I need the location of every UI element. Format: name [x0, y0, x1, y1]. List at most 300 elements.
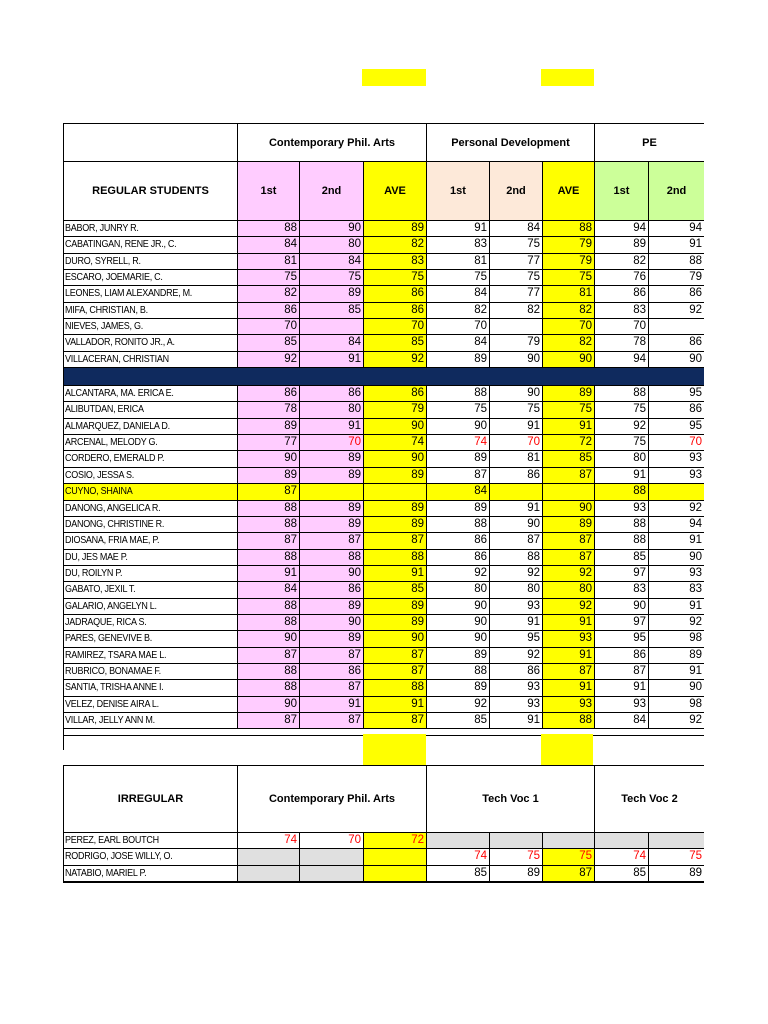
grade-cell[interactable]: 92 [490, 648, 543, 664]
grade-cell[interactable]: 88 [238, 550, 300, 566]
grade-cell[interactable]: 91 [364, 566, 427, 582]
grade-cell[interactable]: 70 [238, 319, 300, 335]
grade-cell[interactable]: 86 [238, 386, 300, 402]
grade-cell[interactable] [490, 484, 543, 500]
student-name-cell[interactable]: ARCENAL, MELODY G. [64, 435, 238, 451]
grade-cell[interactable]: 87 [238, 484, 300, 500]
grade-cell[interactable]: 74 [427, 435, 490, 451]
grade-cell[interactable]: 93 [490, 680, 543, 696]
grade-cell[interactable]: 75 [490, 402, 543, 418]
grade-cell[interactable]: 84 [490, 221, 543, 237]
grade-cell[interactable]: 91 [427, 221, 490, 237]
grade-cell[interactable] [543, 833, 595, 849]
grade-cell[interactable]: 90 [364, 419, 427, 435]
grade-cell[interactable]: 83 [595, 582, 649, 598]
grade-cell[interactable]: 86 [364, 386, 427, 402]
grade-cell[interactable]: 89 [300, 286, 364, 302]
grade-cell[interactable]: 80 [300, 402, 364, 418]
grade-cell[interactable]: 88 [364, 680, 427, 696]
student-name-cell[interactable]: COSIO, JESSA S. [64, 468, 238, 484]
grade-cell[interactable]: 98 [649, 631, 704, 647]
grade-cell[interactable]: 91 [300, 697, 364, 713]
grade-cell[interactable] [649, 833, 704, 849]
grade-cell[interactable]: 97 [595, 615, 649, 631]
grade-cell[interactable]: 70 [543, 319, 595, 335]
grade-cell[interactable]: 84 [427, 484, 490, 500]
grade-cell[interactable]: 89 [300, 468, 364, 484]
grade-cell[interactable]: 91 [300, 352, 364, 368]
grade-cell[interactable]: 84 [238, 237, 300, 253]
grade-cell[interactable]: 87 [543, 533, 595, 549]
grade-cell[interactable]: 90 [427, 615, 490, 631]
grade-cell[interactable]: 95 [649, 386, 704, 402]
student-name-cell[interactable]: ALCANTARA, MA. ERICA E. [64, 386, 238, 402]
student-name-cell[interactable]: VALLADOR, RONITO JR., A. [64, 335, 238, 351]
grade-cell[interactable]: 91 [364, 697, 427, 713]
grade-cell[interactable]: 77 [490, 286, 543, 302]
grade-cell[interactable]: 88 [427, 517, 490, 533]
student-name-cell[interactable]: ALIBUTDAN, ERICA [64, 402, 238, 418]
student-name-cell[interactable]: DURO, SYRELL, R. [64, 254, 238, 270]
grade-cell[interactable]: 90 [649, 352, 704, 368]
grade-cell[interactable]: 87 [543, 468, 595, 484]
grade-cell[interactable]: 89 [649, 866, 704, 882]
grade-cell[interactable]: 89 [427, 680, 490, 696]
grade-cell[interactable]: 93 [649, 468, 704, 484]
grade-cell[interactable]: 92 [490, 566, 543, 582]
grade-cell[interactable]: 75 [300, 270, 364, 286]
grade-cell[interactable]: 74 [427, 849, 490, 865]
grade-cell[interactable]: 87 [364, 648, 427, 664]
student-name-cell[interactable]: GALARIO, ANGELYN L. [64, 599, 238, 615]
grade-cell[interactable]: 85 [300, 303, 364, 319]
grade-cell[interactable]: 88 [238, 664, 300, 680]
grade-cell[interactable]: 82 [595, 254, 649, 270]
grade-cell[interactable]: 89 [595, 237, 649, 253]
grade-cell[interactable]: 87 [595, 664, 649, 680]
grade-cell[interactable]: 93 [649, 566, 704, 582]
grade-cell[interactable]: 92 [543, 599, 595, 615]
grade-cell[interactable]: 80 [543, 582, 595, 598]
grade-cell[interactable]: 91 [543, 680, 595, 696]
grade-cell[interactable]: 78 [595, 335, 649, 351]
grade-cell[interactable]: 80 [300, 237, 364, 253]
grade-cell[interactable]: 89 [300, 451, 364, 467]
grade-cell[interactable]: 90 [238, 451, 300, 467]
grade-cell[interactable]: 70 [364, 319, 427, 335]
student-name-cell[interactable]: DU, JES MAE P. [64, 550, 238, 566]
grade-cell[interactable] [300, 866, 364, 882]
grade-cell[interactable]: 89 [364, 501, 427, 517]
grade-cell[interactable]: 93 [649, 451, 704, 467]
grade-cell[interactable]: 89 [300, 501, 364, 517]
grade-cell[interactable] [649, 319, 704, 335]
grade-cell[interactable]: 88 [238, 501, 300, 517]
grade-cell[interactable]: 86 [649, 335, 704, 351]
student-name-cell[interactable]: GABATO, JEXIL T. [64, 582, 238, 598]
grade-cell[interactable]: 90 [490, 517, 543, 533]
grade-cell[interactable]: 89 [238, 419, 300, 435]
grade-cell[interactable]: 90 [364, 631, 427, 647]
grade-cell[interactable]: 85 [238, 335, 300, 351]
grade-cell[interactable]: 85 [427, 713, 490, 729]
grade-cell[interactable]: 87 [300, 680, 364, 696]
grade-cell[interactable]: 86 [238, 303, 300, 319]
grade-cell[interactable]: 85 [364, 582, 427, 598]
grade-cell[interactable]: 88 [238, 599, 300, 615]
grade-cell[interactable]: 80 [490, 582, 543, 598]
grade-cell[interactable]: 91 [238, 566, 300, 582]
grade-cell[interactable]: 88 [595, 533, 649, 549]
student-name-cell[interactable]: ESCARO, JOEMARIE, C. [64, 270, 238, 286]
grade-cell[interactable]: 79 [649, 270, 704, 286]
grade-cell[interactable]: 84 [300, 335, 364, 351]
grade-cell[interactable]: 88 [543, 221, 595, 237]
grade-cell[interactable]: 86 [300, 664, 364, 680]
grade-cell[interactable]: 80 [595, 451, 649, 467]
grade-cell[interactable]: 91 [490, 501, 543, 517]
grade-cell[interactable]: 86 [595, 286, 649, 302]
grade-cell[interactable]: 74 [364, 435, 427, 451]
grade-cell[interactable]: 88 [595, 517, 649, 533]
grade-cell[interactable] [595, 833, 649, 849]
grade-cell[interactable]: 82 [238, 286, 300, 302]
grade-cell[interactable]: 94 [595, 221, 649, 237]
student-name-cell[interactable]: DANONG, CHRISTINE R. [64, 517, 238, 533]
grade-cell[interactable]: 98 [649, 697, 704, 713]
grade-cell[interactable]: 95 [490, 631, 543, 647]
grade-cell[interactable]: 93 [543, 631, 595, 647]
grade-cell[interactable]: 72 [543, 435, 595, 451]
grade-cell[interactable]: 91 [649, 599, 704, 615]
table-row [64, 451, 704, 467]
grade-cell[interactable]: 88 [238, 221, 300, 237]
grade-cell[interactable]: 90 [364, 451, 427, 467]
grade-cell[interactable]: 84 [300, 254, 364, 270]
grade-cell[interactable]: 75 [543, 270, 595, 286]
grade-cell[interactable]: 87 [300, 713, 364, 729]
grade-cell[interactable]: 75 [543, 402, 595, 418]
grade-cell[interactable]: 75 [490, 270, 543, 286]
grade-cell[interactable]: 77 [490, 254, 543, 270]
grade-cell[interactable]: 75 [364, 270, 427, 286]
grade-cell[interactable]: 89 [490, 866, 543, 882]
grade-cell[interactable]: 89 [543, 386, 595, 402]
grade-cell[interactable]: 90 [595, 599, 649, 615]
grade-cell[interactable]: 80 [427, 582, 490, 598]
grade-cell[interactable]: 85 [595, 866, 649, 882]
grade-cell[interactable]: 89 [364, 517, 427, 533]
grade-cell[interactable]: 91 [595, 468, 649, 484]
grade-cell[interactable]: 89 [238, 468, 300, 484]
grade-cell[interactable]: 70 [300, 435, 364, 451]
grade-cell[interactable] [238, 866, 300, 882]
grade-cell[interactable] [427, 833, 490, 849]
grade-cell[interactable]: 90 [490, 386, 543, 402]
grade-cell[interactable]: 81 [238, 254, 300, 270]
grade-cell[interactable]: 88 [238, 680, 300, 696]
grade-cell[interactable]: 77 [238, 435, 300, 451]
grade-cell[interactable]: 75 [649, 849, 704, 865]
grade-cell[interactable]: 75 [595, 435, 649, 451]
student-name-cell[interactable]: RUBRICO, BONAMAE F. [64, 664, 238, 680]
grade-cell[interactable]: 75 [595, 402, 649, 418]
grade-cell[interactable]: 82 [543, 335, 595, 351]
grade-cell[interactable]: 90 [300, 221, 364, 237]
student-name-cell[interactable]: LEONES, LIAM ALEXANDRE, M. [64, 286, 238, 302]
grade-cell[interactable]: 89 [300, 599, 364, 615]
grade-cell[interactable]: 93 [490, 697, 543, 713]
grade-cell[interactable]: 93 [595, 501, 649, 517]
grade-cell[interactable]: 87 [364, 533, 427, 549]
grade-cell[interactable]: 86 [490, 468, 543, 484]
grade-cell[interactable]: 83 [595, 303, 649, 319]
student-name-cell[interactable]: PEREZ, EARL BOUTCH [64, 833, 238, 849]
irregular-header-row [64, 766, 704, 833]
grade-cell[interactable]: 84 [595, 713, 649, 729]
grade-cell[interactable]: 94 [649, 517, 704, 533]
grade-cell[interactable]: 88 [649, 254, 704, 270]
grade-cell[interactable] [238, 849, 300, 865]
grade-cell[interactable]: 87 [238, 648, 300, 664]
grade-cell[interactable]: 75 [543, 849, 595, 865]
grade-cell[interactable]: 72 [364, 833, 427, 849]
grade-cell[interactable]: 87 [300, 648, 364, 664]
grade-cell[interactable]: 87 [364, 664, 427, 680]
grade-cell[interactable]: 89 [427, 352, 490, 368]
grade-cell[interactable]: 86 [427, 533, 490, 549]
grade-cell[interactable]: 94 [649, 221, 704, 237]
grade-cell[interactable]: 89 [427, 451, 490, 467]
grade-cell[interactable]: 70 [490, 435, 543, 451]
grade-cell[interactable]: 86 [649, 402, 704, 418]
grade-cell[interactable]: 81 [543, 286, 595, 302]
grade-cell[interactable]: 91 [490, 615, 543, 631]
student-name-cell[interactable]: RODRIGO, JOSE WILLY, O. [64, 849, 238, 865]
student-name-cell[interactable]: MIFA, CHRISTIAN, B. [64, 303, 238, 319]
grade-cell[interactable]: 75 [490, 237, 543, 253]
grade-cell[interactable]: 92 [427, 697, 490, 713]
grade-cell[interactable]: 90 [300, 615, 364, 631]
grade-cell[interactable]: 89 [300, 517, 364, 533]
grade-cell[interactable]: 88 [427, 664, 490, 680]
grade-cell[interactable]: 91 [300, 419, 364, 435]
grade-cell[interactable]: 85 [595, 550, 649, 566]
grade-cell[interactable]: 75 [238, 270, 300, 286]
student-name-cell[interactable]: RAMIREZ, TSARA MAE L. [64, 648, 238, 664]
grade-cell[interactable]: 75 [427, 402, 490, 418]
grade-cell[interactable] [543, 484, 595, 500]
student-name-cell[interactable]: VILLACERAN, CHRISTIAN [64, 352, 238, 368]
grade-cell[interactable]: 89 [649, 648, 704, 664]
student-name-cell[interactable]: DU, ROILYN P. [64, 566, 238, 582]
grade-cell[interactable]: 89 [543, 517, 595, 533]
grade-cell[interactable]: 88 [427, 386, 490, 402]
grade-cell[interactable]: 70 [595, 319, 649, 335]
grade-cell[interactable]: 86 [595, 648, 649, 664]
grade-cell[interactable]: 90 [649, 550, 704, 566]
grade-cell[interactable]: 89 [364, 615, 427, 631]
grade-cell[interactable]: 83 [649, 582, 704, 598]
grade-cell[interactable] [364, 849, 427, 865]
student-name-cell[interactable]: ALMARQUEZ, DANIELA D. [64, 419, 238, 435]
grade-cell[interactable]: 92 [364, 352, 427, 368]
grade-cell[interactable]: 90 [543, 501, 595, 517]
grade-cell[interactable]: 91 [490, 713, 543, 729]
grade-cell[interactable] [649, 484, 704, 500]
grade-cell[interactable]: 92 [543, 566, 595, 582]
grade-cell[interactable]: 75 [490, 849, 543, 865]
grade-cell[interactable]: 87 [427, 468, 490, 484]
grade-cell[interactable]: 90 [300, 566, 364, 582]
grade-cell[interactable]: 86 [300, 582, 364, 598]
grade-cell[interactable]: 76 [595, 270, 649, 286]
student-name-cell[interactable]: VILLAR, JELLY ANN M. [64, 713, 238, 729]
grade-cell[interactable]: 93 [490, 599, 543, 615]
grade-cell[interactable]: 70 [300, 833, 364, 849]
student-name-cell[interactable]: CABATINGAN, RENE JR., C. [64, 237, 238, 253]
grade-cell[interactable]: 92 [427, 566, 490, 582]
grade-cell[interactable]: 86 [300, 386, 364, 402]
student-name-cell[interactable]: DANONG, ANGELICA R. [64, 501, 238, 517]
grade-cell[interactable]: 86 [649, 286, 704, 302]
grade-cell[interactable]: 91 [543, 615, 595, 631]
grade-cell[interactable]: 83 [427, 237, 490, 253]
student-name-cell[interactable]: PARES, GENEVIVE B. [64, 631, 238, 647]
grade-cell[interactable]: 87 [543, 550, 595, 566]
grade-cell[interactable]: 74 [595, 849, 649, 865]
grade-cell[interactable] [490, 833, 543, 849]
grade-cell[interactable]: 74 [238, 833, 300, 849]
student-name-cell[interactable]: SANTIA, TRISHA ANNE I. [64, 680, 238, 696]
grade-cell[interactable]: 87 [238, 713, 300, 729]
grade-cell[interactable]: 92 [649, 303, 704, 319]
grade-cell[interactable]: 86 [490, 664, 543, 680]
grade-cell[interactable]: 88 [490, 550, 543, 566]
grade-cell[interactable]: 88 [300, 550, 364, 566]
grade-cell[interactable]: 84 [427, 335, 490, 351]
student-name-cell[interactable]: CUYNO, SHAINA [64, 484, 238, 500]
grade-cell[interactable]: 90 [543, 352, 595, 368]
grade-cell[interactable]: 87 [543, 664, 595, 680]
grade-cell[interactable]: 86 [364, 303, 427, 319]
grade-cell[interactable]: 87 [543, 866, 595, 882]
grade-cell[interactable]: 91 [543, 648, 595, 664]
grade-cell[interactable]: 86 [427, 550, 490, 566]
grade-cell[interactable]: 88 [595, 484, 649, 500]
grade-cell[interactable]: 90 [238, 697, 300, 713]
table-row [64, 303, 704, 319]
grade-cell[interactable]: 84 [238, 582, 300, 598]
grade-cell[interactable]: 85 [427, 866, 490, 882]
grade-cell[interactable]: 90 [427, 419, 490, 435]
grade-cell[interactable] [490, 319, 543, 335]
grade-cell[interactable]: 89 [364, 221, 427, 237]
student-name-cell[interactable]: BABOR, JUNRY R. [64, 221, 238, 237]
grade-cell[interactable]: 83 [364, 254, 427, 270]
student-name-cell[interactable]: CORDERO, EMERALD P. [64, 451, 238, 467]
grade-cell[interactable]: 92 [649, 501, 704, 517]
grade-cell[interactable]: 81 [427, 254, 490, 270]
grade-cell[interactable]: 92 [238, 352, 300, 368]
grade-cell[interactable]: 91 [490, 419, 543, 435]
grade-cell[interactable]: 87 [300, 533, 364, 549]
grade-cell[interactable]: 92 [649, 713, 704, 729]
grade-cell[interactable]: 90 [427, 599, 490, 615]
grade-cell[interactable]: 91 [649, 664, 704, 680]
grade-cell[interactable]: 91 [595, 680, 649, 696]
grade-cell[interactable]: 91 [543, 419, 595, 435]
grade-cell[interactable]: 88 [238, 615, 300, 631]
grade-cell[interactable]: 91 [649, 533, 704, 549]
grade-cell[interactable]: 78 [238, 402, 300, 418]
grade-cell[interactable]: 82 [490, 303, 543, 319]
grade-cell[interactable]: 79 [490, 335, 543, 351]
grade-cell[interactable]: 95 [649, 419, 704, 435]
grade-cell[interactable]: 81 [490, 451, 543, 467]
grade-cell[interactable]: 90 [427, 631, 490, 647]
grade-cell[interactable] [300, 319, 364, 335]
grade-cell[interactable]: 70 [427, 319, 490, 335]
grade-cell[interactable]: 70 [649, 435, 704, 451]
grade-cell[interactable]: 97 [595, 566, 649, 582]
grade-cell[interactable]: 84 [427, 286, 490, 302]
grade-cell[interactable]: 85 [364, 335, 427, 351]
grade-cell[interactable]: 89 [427, 501, 490, 517]
student-name-cell[interactable]: JADRAQUE, RICA S. [64, 615, 238, 631]
grade-cell[interactable]: 82 [364, 237, 427, 253]
grade-cell[interactable] [364, 484, 427, 500]
grade-cell[interactable]: 90 [649, 680, 704, 696]
student-name-cell[interactable]: NATABIO, MARIEL P. [64, 866, 238, 882]
grade-cell[interactable]: 88 [238, 517, 300, 533]
grade-cell[interactable]: 94 [595, 352, 649, 368]
grade-cell[interactable]: 89 [364, 599, 427, 615]
grade-cell[interactable] [300, 484, 364, 500]
grade-cell[interactable]: 88 [595, 386, 649, 402]
grade-cell[interactable] [300, 849, 364, 865]
grade-cell[interactable]: 95 [595, 631, 649, 647]
grade-cell[interactable]: 82 [543, 303, 595, 319]
grade-cell[interactable]: 87 [238, 533, 300, 549]
grade-cell[interactable] [364, 866, 427, 882]
grade-cell[interactable]: 87 [364, 713, 427, 729]
grade-cell[interactable]: 85 [543, 451, 595, 467]
grade-cell[interactable]: 90 [238, 631, 300, 647]
grade-cell[interactable]: 75 [427, 270, 490, 286]
grade-cell[interactable]: 89 [427, 648, 490, 664]
grade-cell[interactable]: 91 [649, 237, 704, 253]
grade-cell[interactable]: 79 [543, 254, 595, 270]
grade-cell[interactable]: 79 [543, 237, 595, 253]
grade-cell[interactable]: 90 [490, 352, 543, 368]
grade-cell[interactable]: 82 [427, 303, 490, 319]
grade-cell[interactable]: 89 [300, 631, 364, 647]
student-name-cell[interactable]: DIOSANA, FRIA MAE, P. [64, 533, 238, 549]
student-name-cell[interactable]: NIEVES, JAMES, G. [64, 319, 238, 335]
grade-cell[interactable]: 92 [595, 419, 649, 435]
grade-cell[interactable]: 79 [364, 402, 427, 418]
grade-cell[interactable]: 88 [543, 713, 595, 729]
grade-cell[interactable]: 87 [490, 533, 543, 549]
grade-cell[interactable]: 92 [649, 615, 704, 631]
grade-cell[interactable]: 88 [364, 550, 427, 566]
grade-cell[interactable]: 93 [595, 697, 649, 713]
grade-cell[interactable]: 86 [364, 286, 427, 302]
grade-cell[interactable]: 89 [364, 468, 427, 484]
grade-cell[interactable]: 93 [543, 697, 595, 713]
student-name-cell[interactable]: VELEZ, DENISE AIRA L. [64, 697, 238, 713]
